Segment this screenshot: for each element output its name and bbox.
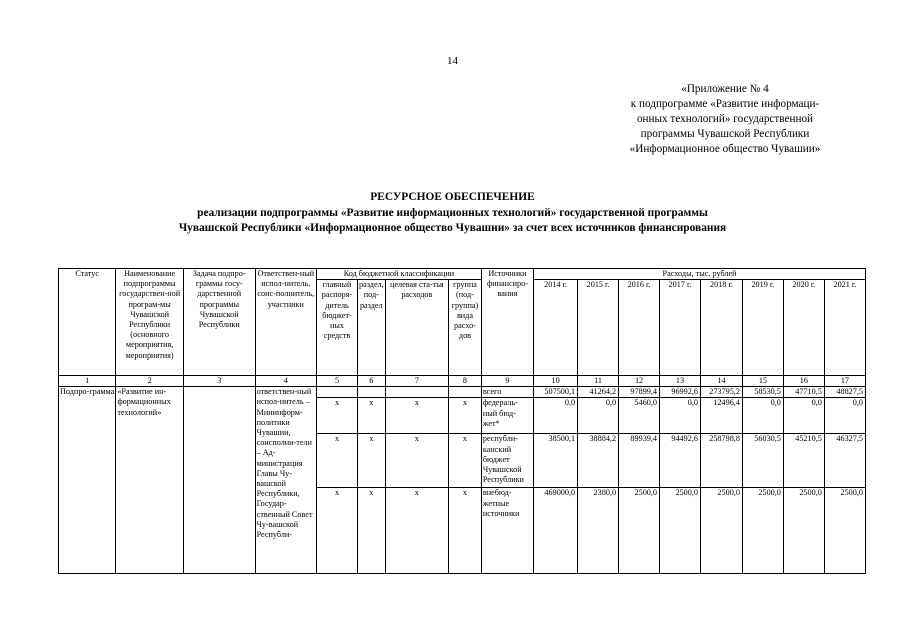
source-cell: внебюд-жетные источники [481,488,533,574]
value-cell: 97899,4 [619,387,660,398]
header-year: 2017 г. [660,280,701,376]
page-number: 14 [447,55,458,67]
column-number: 9 [481,376,533,387]
code-cell [317,387,358,398]
value-cell: 469000,0 [534,488,578,574]
title-line-1: РЕСУРСНОЕ ОБЕСПЕЧЕНИЕ [370,191,535,203]
header-year: 2018 г. [700,280,742,376]
header-year: 2019 г. [742,280,783,376]
column-number: 1 [59,376,116,387]
appendix-line: программы Чувашской Республики [640,128,810,140]
source-cell: всего [481,387,533,398]
value-cell: 507500,1 [534,387,578,398]
value-cell: 5460,0 [619,398,660,434]
appendix-line: онных технологий» государственной [636,113,814,125]
value-cell: 58530,5 [742,387,783,398]
value-cell: 38884,2 [578,434,619,488]
appendix-line: к подпрограмме «Развитие информаци- [630,98,820,110]
value-cell: 94492,6 [660,434,701,488]
code-cell: х [317,398,358,434]
header-status: Статус [59,269,116,376]
column-number: 17 [824,376,865,387]
column-number: 2 [116,376,184,387]
header-executor: Ответствен-ный испол-нитель, соис-полнитель, участники [255,269,316,376]
column-number: 6 [357,376,385,387]
header-grbs: главный распоря-дитель бюджет-ных средств [317,280,358,376]
code-cell: х [385,488,448,574]
task-cell [183,387,255,574]
header-group: группа (под-группа) вида расхо-дов [449,280,482,376]
code-cell: х [449,398,482,434]
code-cell: х [357,434,385,488]
subprogram-name-cell: «Развитие ин-формационных технологий» [116,387,184,574]
column-number-row [59,376,866,387]
value-cell: 0,0 [534,398,578,434]
appendix-reference [590,82,860,157]
column-number: 8 [449,376,482,387]
source-cell: федераль-ный бюд-жет* [481,398,533,434]
column-number: 3 [183,376,255,387]
value-cell: 2500,0 [660,488,701,574]
code-cell: х [317,488,358,574]
document-title [0,190,905,237]
header-task: Задача подпро-граммы госу-дарственной программы Чувашской Республики [183,269,255,376]
value-cell: 46327,5 [824,434,865,488]
header-row-1 [59,269,866,280]
title-line-3: Чувашской Республики «Информационное общество Чувашии» за счет всех источников финансирования [178,222,727,234]
column-number: 7 [385,376,448,387]
resource-table [58,268,866,574]
value-cell: 0,0 [742,398,783,434]
code-cell: х [357,398,385,434]
code-cell: х [385,434,448,488]
value-cell: 258798,8 [700,434,742,488]
code-cell: х [317,434,358,488]
value-cell: 12496,4 [700,398,742,434]
column-number: 10 [534,376,578,387]
code-cell: х [385,398,448,434]
table-row-total [59,387,866,398]
value-cell: 47710,5 [783,387,824,398]
header-year: 2016 г. [619,280,660,376]
value-cell: 273795,2 [700,387,742,398]
appendix-line: «Приложение № 4 [681,83,769,95]
value-cell: 56030,5 [742,434,783,488]
value-cell: 96992,6 [660,387,701,398]
column-number: 5 [317,376,358,387]
code-cell [385,387,448,398]
column-number: 13 [660,376,701,387]
value-cell: 2500,0 [742,488,783,574]
value-cell: 45210,5 [783,434,824,488]
header-name: Наименование подпрограммы государствен-ной програм-мы Чувашской Республики (основного мероприятия, мероприятия) [116,269,184,376]
column-number: 15 [742,376,783,387]
column-number: 14 [700,376,742,387]
appendix-line: «Информационное общество Чувашии» [629,143,821,155]
header-section: раздел, под-раздел [357,280,385,376]
executor-cell: ответствен-ный испол-нитель – Мининформ-политики Чувашии, соисполни-тели – Ад-министрация Главы Чу-вашской Республики, Государ-ственный Совет Чу-вашской Республи- [255,387,316,574]
column-number: 4 [255,376,316,387]
header-target: целевая ста-тья расходов [385,280,448,376]
value-cell: 2500,0 [783,488,824,574]
header-sources: Источники финансиро-вания [481,269,533,376]
code-cell: х [357,488,385,574]
value-cell: 2500,0 [824,488,865,574]
column-number: 11 [578,376,619,387]
value-cell: 41264,2 [578,387,619,398]
value-cell: 48827,5 [824,387,865,398]
column-number: 12 [619,376,660,387]
value-cell: 0,0 [824,398,865,434]
value-cell: 0,0 [783,398,824,434]
value-cell: 0,0 [660,398,701,434]
header-budget-code: Код бюджетной классификации [317,269,482,280]
value-cell: 89939,4 [619,434,660,488]
header-year: 2020 г. [783,280,824,376]
value-cell: 2500,0 [619,488,660,574]
value-cell: 2500,0 [700,488,742,574]
header-expenses: Расходы, тыс. рублей [534,269,866,280]
source-cell: республи-канский бюджет Чувашской Республики [481,434,533,488]
value-cell: 38500,1 [534,434,578,488]
header-year: 2021 г. [824,280,865,376]
header-year: 2014 г. [534,280,578,376]
value-cell: 0,0 [578,398,619,434]
value-cell: 2380,0 [578,488,619,574]
header-year: 2015 г. [578,280,619,376]
code-cell: х [449,434,482,488]
code-cell: х [449,488,482,574]
status-cell: Подпро-грамма [59,387,116,574]
title-line-2: реализации подпрограммы «Развитие информационных технологий» государственной программы [197,206,708,219]
column-number: 16 [783,376,824,387]
code-cell [449,387,482,398]
code-cell [357,387,385,398]
